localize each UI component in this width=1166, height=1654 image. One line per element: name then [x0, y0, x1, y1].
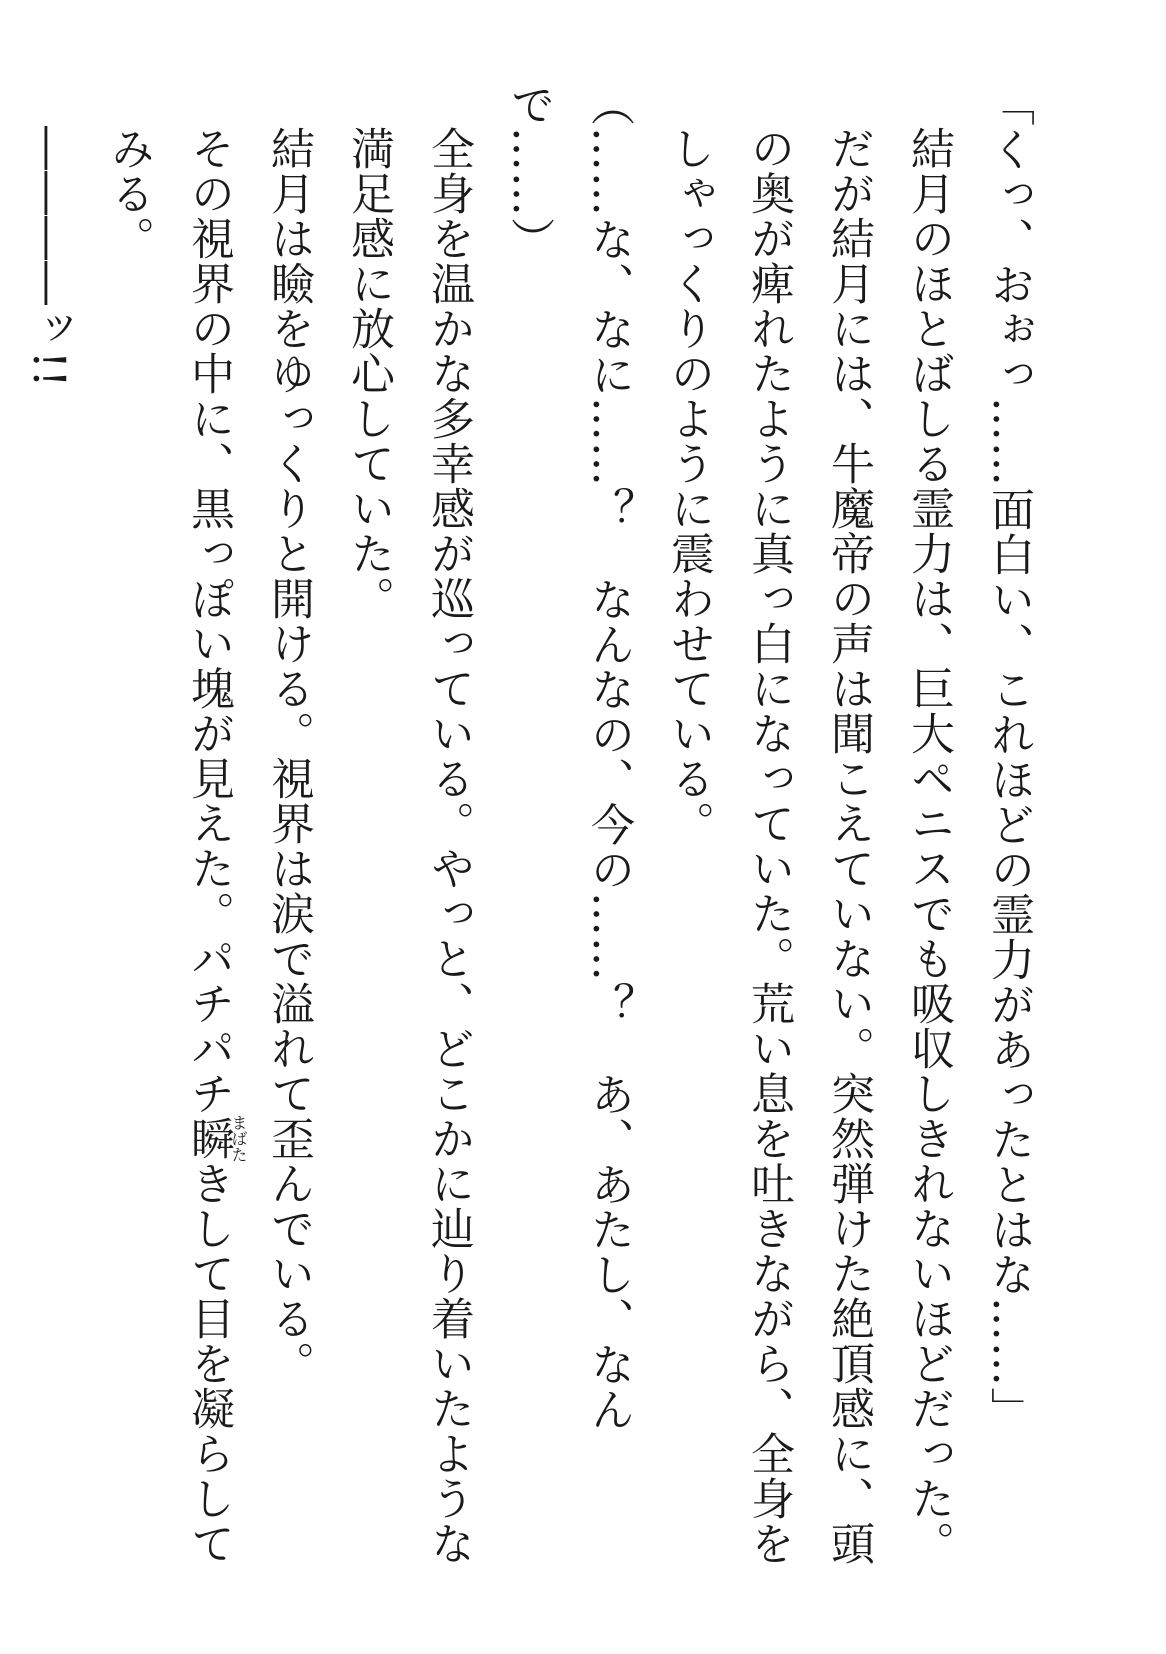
paragraph-dialogue-gyumatei: 「くっ、おぉっ……面白い、これほどの霊力があったとはな……」 — [983, 82, 1034, 1432]
ruby-reading: まばた — [229, 1114, 248, 1163]
paragraph-narration: だが結月には、牛魔帝の声は聞こえていない。突然弾けた絶頂感に、頭の奥が痺れたように真っ白になっていた。荒い息を吐きながら、全身をしゃっくりのように震わせている。 — [663, 126, 874, 1566]
paragraph-narration: 結月は瞼をゆっくりと開ける。視界は涙で溢れて歪んでいる。 — [263, 126, 314, 1386]
paragraph-narration: 全身を温かな多幸感が巡っている。やっと、どこかに辿り着いたような満足感に放心していた。 — [343, 126, 474, 1566]
paragraph-inner-monologue: （……な、なに……？ なんなの、今の……？ あ、あたし、なんで……） — [503, 82, 634, 1432]
paragraph-narration: 結月のほとばしる霊力は、巨大ペニスでも吸収しきれないほどだった。 — [903, 126, 954, 1566]
paragraph-exclamation: ――――ッ!! — [23, 126, 74, 389]
ruby-annotation — [183, 1114, 248, 1163]
ruby-text-after: きして目を凝らしてみる。 — [103, 126, 234, 1566]
paragraph-narration-with-ruby — [88, 82, 248, 1582]
paragraph-narration — [0, 82, 8, 1582]
ruby-base: 瞬 — [183, 1114, 234, 1163]
vertical-text-body — [0, 82, 1048, 1582]
ruby-text-before: その視界の中に、黒っぽい塊が見えた。パチパチ — [183, 126, 234, 1116]
